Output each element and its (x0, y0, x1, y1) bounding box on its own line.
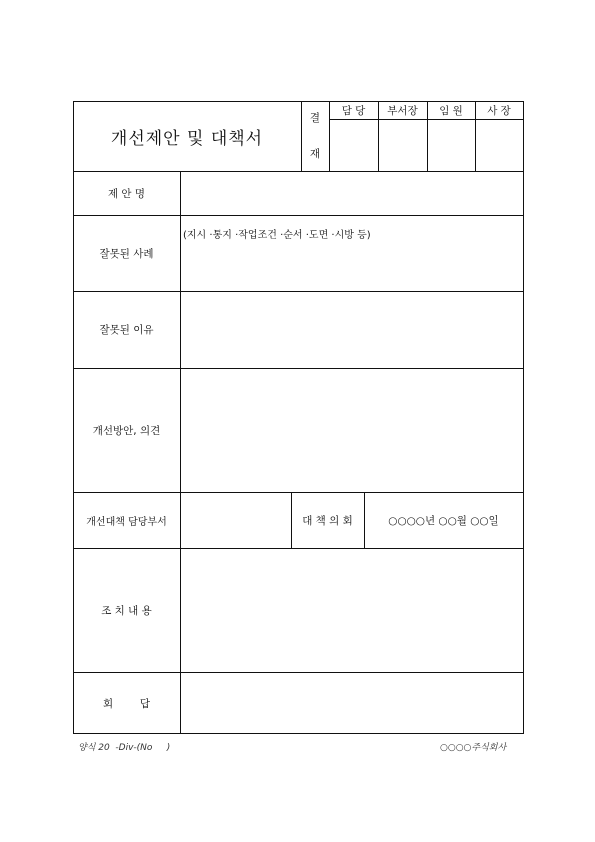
label-action-content: 조 치 내 용 (101, 604, 152, 617)
reply-field[interactable] (181, 673, 523, 733)
border-right (523, 101, 524, 734)
approval-label-top: 결 (309, 111, 321, 124)
date-value: ○○○○년 ○○월 ○○일 (388, 514, 499, 527)
label-wrong-reason: 잘못된 이유 (99, 324, 154, 336)
proposal-name-field[interactable] (181, 172, 523, 215)
approval-col-president: 사 장 (487, 104, 511, 117)
label-improvement-opinion: 개선방안, 의견 (92, 424, 161, 437)
action-content-field[interactable] (181, 549, 523, 672)
improvement-opinion-field[interactable] (181, 369, 523, 492)
wrong-case-field[interactable] (181, 243, 523, 291)
approval-sign-box-manager[interactable] (330, 120, 378, 171)
label-countermeasure-meeting: 대 책 의 회 (302, 514, 353, 527)
approval-col-manager: 담 당 (341, 104, 366, 117)
footer-company: ○○○○주식회사 (440, 743, 507, 753)
footer-form-number: 양식 20 -Div-(No ) (78, 743, 171, 753)
label-reply: 회 답 (103, 697, 150, 710)
label-wrong-case: 잘못된 사례 (99, 247, 154, 260)
approval-sign-box-president[interactable] (476, 120, 523, 171)
wrong-reason-field[interactable] (181, 292, 523, 368)
approval-sign-box-executive[interactable] (428, 120, 475, 171)
approval-col-dept-head: 부서장 (387, 104, 418, 117)
wrong-case-hint: (지시 ·통지 ·작업조건 ·순서 ·도면 ·시방 등) (183, 230, 371, 241)
label-responsible-dept: 개선대책 담당부서 (86, 516, 167, 528)
proposal-form (73, 101, 524, 734)
responsible-dept-field[interactable] (181, 493, 291, 548)
approval-sign-box-dept-head[interactable] (379, 120, 427, 171)
form-title: 개선제안 및 대책서 (110, 128, 264, 149)
approval-col-executive: 임 원 (439, 104, 463, 117)
approval-label-bottom: 재 (309, 147, 321, 160)
label-proposal-name: 제 안 명 (107, 187, 146, 200)
